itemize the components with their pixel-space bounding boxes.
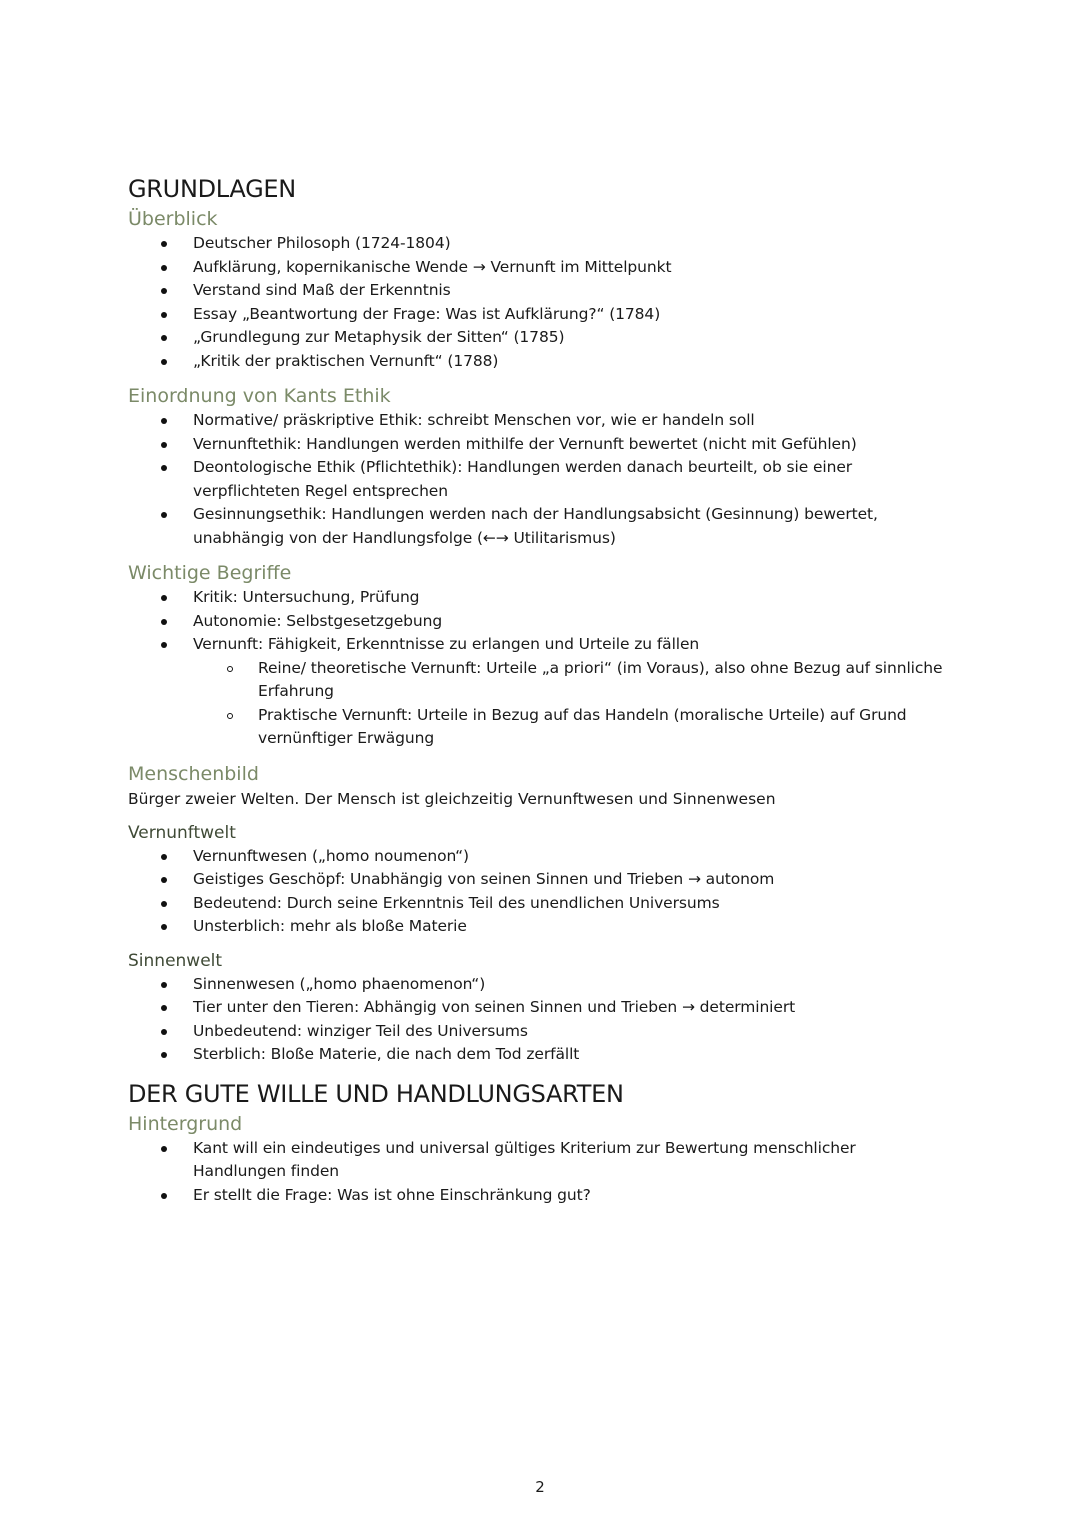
list-item: Gesinnungsethik: Handlungen werden nach der Handlungsabsicht (Gesinnung) bewertet, unabhängig von der Handlungsfolge (←→ Utilitarismus) (128, 503, 948, 550)
bullet-icon (161, 1193, 167, 1199)
sublist-item: Reine/ theoretische Vernunft: Urteile „a priori“ (im Voraus), also ohne Bezug auf sinnliche Erfahrung (128, 657, 948, 704)
list-item: Deontologische Ethik (Pflichtethik): Handlungen werden danach beurteilt, ob sie einer verpflichteten Regel entsprechen (128, 456, 948, 503)
bullet-icon (161, 1005, 167, 1011)
list-item: Verstand sind Maß der Erkenntnis (128, 279, 948, 303)
heading-sinnenwelt: Sinnenwelt (128, 950, 223, 971)
heading-uberblick: Überblick (128, 208, 218, 230)
bullet-icon (161, 877, 167, 883)
bullet-icon (161, 265, 167, 271)
circle-bullet-icon (227, 666, 233, 672)
bullet-icon (161, 288, 167, 294)
list-einordnung (128, 409, 948, 550)
bullet-icon (161, 901, 167, 907)
bullet-icon (161, 465, 167, 471)
heading-begriffe: Wichtige Begriffe (128, 562, 292, 584)
menschenbild-text: Bürger zweier Welten. Der Mensch ist gleichzeitig Vernunftwesen und Sinnenwesen (128, 789, 776, 808)
section-sinnenwelt (128, 949, 948, 1067)
bullet-icon (161, 1146, 167, 1152)
list-item: Bedeutend: Durch seine Erkenntnis Teil des unendlichen Universums (128, 892, 948, 916)
section-title-guter-wille: DER GUTE WILLE UND HANDLUNGSARTEN (128, 1079, 624, 1108)
section-title-grundlagen: GRUNDLAGEN (128, 175, 296, 203)
bullet-icon (161, 359, 167, 365)
bullet-icon (161, 619, 167, 625)
list-vernunftwelt (128, 845, 948, 939)
section-einordnung (128, 383, 948, 550)
section-menschenbild (128, 761, 948, 811)
bullet-icon (161, 418, 167, 424)
list-item: Autonomie: Selbstgesetzgebung (128, 610, 948, 634)
section-begriffe (128, 560, 948, 751)
heading-einordnung: Einordnung von Kants Ethik (128, 385, 391, 407)
list-sinnenwelt (128, 973, 948, 1067)
sublist-item: Praktische Vernunft: Urteile in Bezug auf das Handeln (moralische Urteile) auf Grund vernünftiger Erwägung (128, 704, 948, 751)
bullet-icon (161, 1029, 167, 1035)
bullet-icon (161, 442, 167, 448)
bullet-icon (161, 595, 167, 601)
list-item: Kant will ein eindeutiges und universal gültiges Kriterium zur Bewertung menschlicher Handlungen finden (128, 1137, 948, 1184)
list-item: Sterblich: Bloße Materie, die nach dem Tod zerfällt (128, 1043, 948, 1067)
list-item: Tier unter den Tieren: Abhängig von seinen Sinnen und Trieben → determiniert (128, 996, 948, 1020)
bullet-icon (161, 642, 167, 648)
bullet-icon (161, 241, 167, 247)
list-item: Unsterblich: mehr als bloße Materie (128, 915, 948, 939)
document-page (128, 172, 948, 1217)
bullet-icon (161, 982, 167, 988)
heading-menschenbild: Menschenbild (128, 762, 259, 785)
list-item: Er stellt die Frage: Was ist ohne Einschränkung gut? (128, 1184, 948, 1208)
list-item: „Kritik der praktischen Vernunft“ (1788) (128, 350, 948, 374)
list-item: Sinnenwesen („homo phaenomenon“) (128, 973, 948, 997)
list-item: Unbedeutend: winziger Teil des Universums (128, 1020, 948, 1044)
list-item: Essay „Beantwortung der Frage: Was ist Aufklärung?“ (1784) (128, 303, 948, 327)
bullet-icon (161, 924, 167, 930)
list-item: Vernunft: Fähigkeit, Erkenntnisse zu erlangen und Urteile zu fällen Reine/ theoretische Vernunft: Urteile „a priori“ (im Voraus), also ohne Bezug auf sinnliche Erfahrung Praktische Vernunft: Urteile in Bezug auf das Handeln (moralische Urteile) auf Grund vernünftiger Erwägung (128, 633, 948, 751)
list-item: Vernunftwesen („homo noumenon“) (128, 845, 948, 869)
sublist-vernunft (193, 657, 948, 751)
list-begriffe (128, 586, 948, 751)
list-uberblick (128, 232, 948, 373)
heading-hintergrund: Hintergrund (128, 1112, 243, 1135)
list-item: Normative/ präskriptive Ethik: schreibt Menschen vor, wie er handeln soll (128, 409, 948, 433)
bullet-icon (161, 854, 167, 860)
list-item: Deutscher Philosoph (1724-1804) (128, 232, 948, 256)
page-number: 2 (535, 1478, 545, 1496)
list-item: Vernunftethik: Handlungen werden mithilfe der Vernunft bewertet (nicht mit Gefühlen) (128, 433, 948, 457)
list-item: „Grundlegung zur Metaphysik der Sitten“ (1785) (128, 326, 948, 350)
bullet-icon (161, 335, 167, 341)
section-hintergrund (128, 1111, 948, 1208)
bullet-icon (161, 1052, 167, 1058)
bullet-icon (161, 512, 167, 518)
list-item: Geistiges Geschöpf: Unabhängig von seinen Sinnen und Trieben → autonom (128, 868, 948, 892)
section-uberblick (128, 206, 948, 373)
circle-bullet-icon (227, 713, 233, 719)
list-hintergrund (128, 1137, 948, 1208)
list-item: Kritik: Untersuchung, Prüfung (128, 586, 948, 610)
list-item: Aufklärung, kopernikanische Wende → Vernunft im Mittelpunkt (128, 256, 948, 280)
section-vernunftwelt (128, 821, 948, 939)
bullet-icon (161, 312, 167, 318)
heading-vernunftwelt: Vernunftwelt (128, 822, 236, 843)
